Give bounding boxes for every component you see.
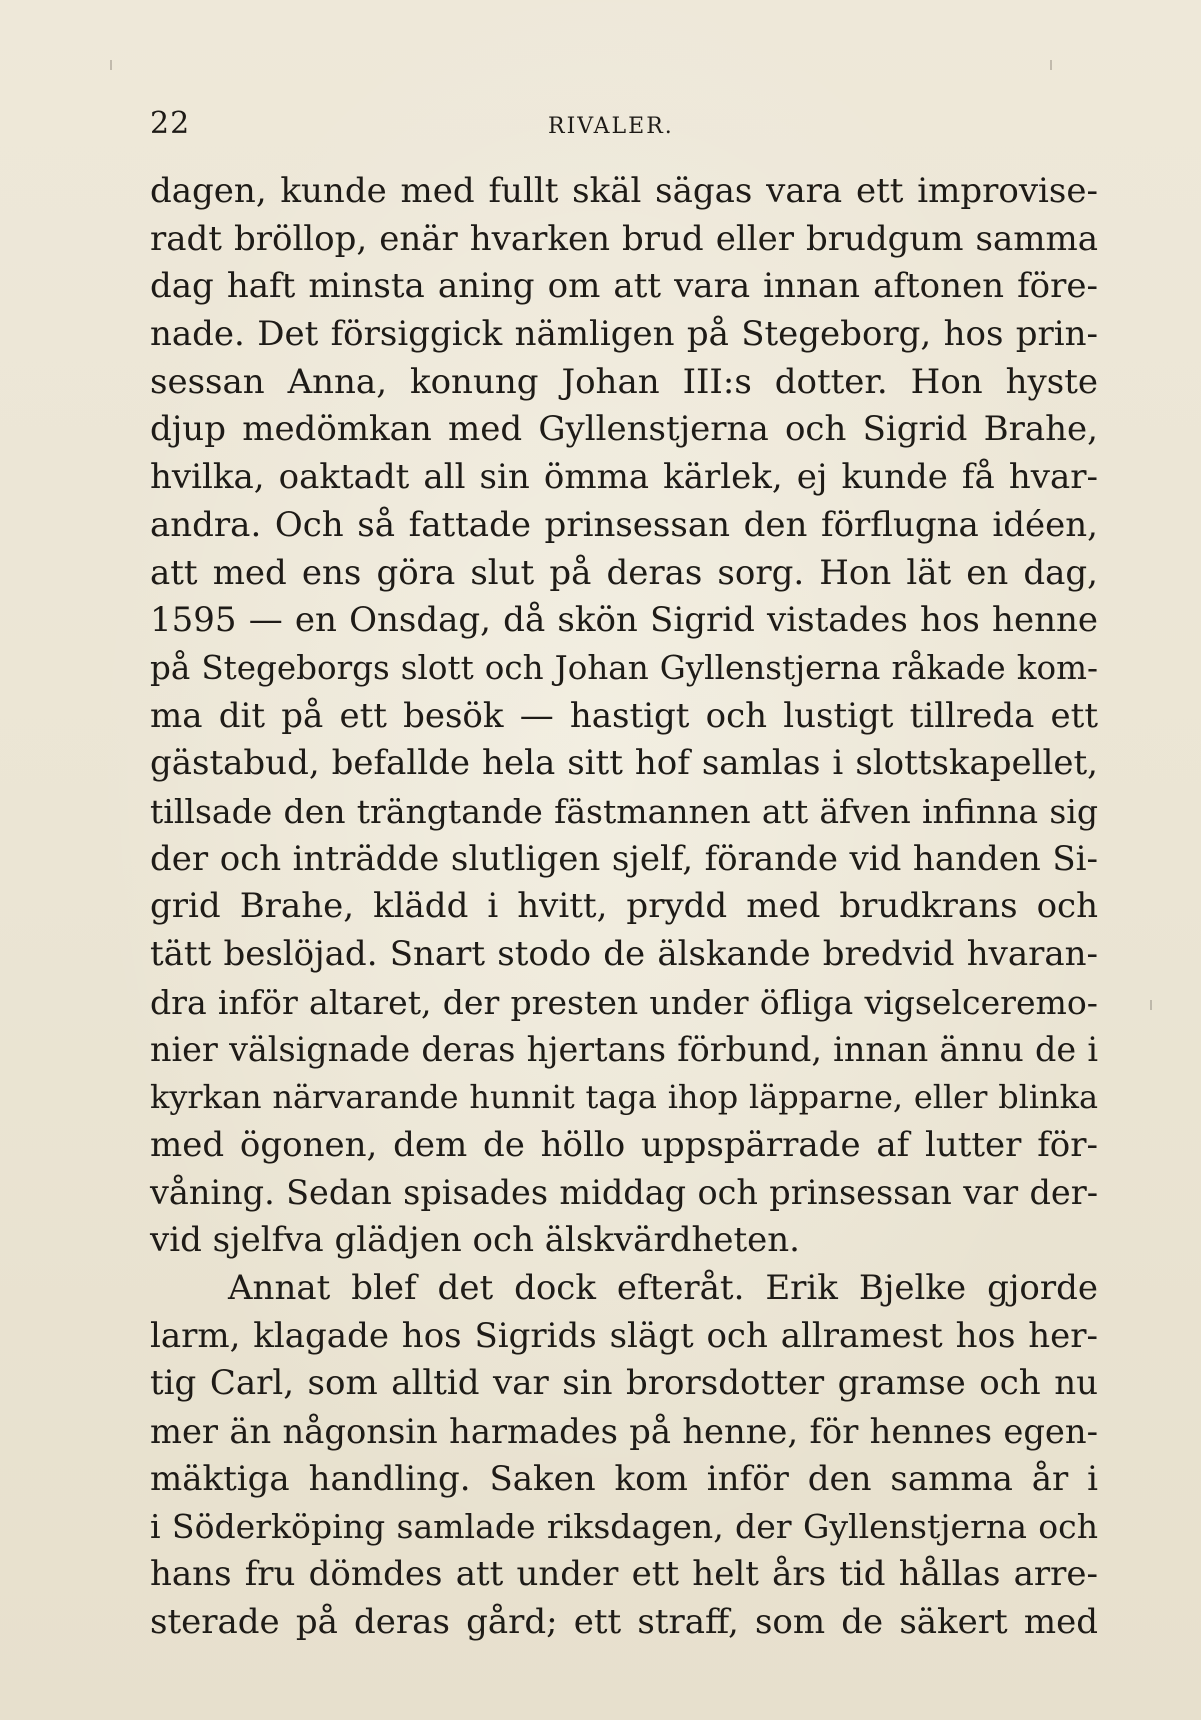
text-line: mer än någonsin harmades på henne, för hennes egen- — [150, 1411, 1098, 1451]
text-line: våning. Sedan spisades middag och prinsessan var der- — [150, 1173, 1098, 1213]
text-line: hvilka, oaktadt all sin ömma kärlek, ej kunde få hvar- — [150, 457, 1098, 498]
text-line: på Stegeborgs slott och Johan Gyllenstjerna råkade kom- — [150, 648, 1098, 687]
text-line: andra. Och så fattade prinsessan den förflugna idéen, — [150, 504, 1098, 545]
text-line: hans fru dömdes att under ett helt års tid hållas arre- — [150, 1553, 1098, 1594]
page-header — [150, 106, 1100, 146]
text-line: nade. Det försiggick nämligen på Stegeborg, hos prin- — [150, 314, 1098, 355]
text-line: gästabud, befallde hela sitt hof samlas i slottskapellet, — [150, 743, 1098, 784]
text-line: dra inför altaret, der presten under öfliga vigselceremo- — [150, 982, 1098, 1022]
text-line: med ögonen, dem de höllo uppspärrade af lutter för- — [150, 1124, 1098, 1165]
paragraph-end-line: vid sjelfva glädjen och älskvärdheten. — [150, 1220, 800, 1261]
paper-speck — [110, 60, 112, 70]
text-line: tig Carl, som alltid var sin brorsdotter gramse och nu — [150, 1363, 1098, 1404]
running-title: RIVALER. — [548, 114, 674, 139]
text-line: att med ens göra slut på deras sorg. Hon lät en dag, — [150, 552, 1098, 593]
paragraph-start-line: Annat blef det dock efteråt. Erik Bjelke gjorde — [228, 1267, 1098, 1308]
text-line: dag haft minsta aning om att vara innan aftonen före- — [150, 266, 1098, 307]
text-line: radt bröllop, enär hvarken brud eller brudgum samma — [150, 218, 1098, 259]
paper-speck — [1150, 1000, 1152, 1010]
text-line: tätt beslöjad. Snart stodo de älskande bredvid hvaran- — [150, 934, 1098, 974]
text-line: ma dit på ett besök — hastigt och lustigt tillreda ett — [150, 695, 1098, 736]
text-line: sessan Anna, konung Johan III:s dotter. Hon hyste — [150, 361, 1098, 402]
text-line: dagen, kunde med fullt skäl sägas vara ett improvise- — [150, 171, 1098, 211]
page-number: 22 — [150, 106, 191, 141]
text-line: sterade på deras gård; ett straff, som de säkert med — [150, 1601, 1098, 1642]
body-text — [150, 168, 1098, 1646]
text-line: i Söderköping samlade riksdagen, der Gyllenstjerna och — [150, 1507, 1098, 1547]
text-line: djup medömkan med Gyllenstjerna och Sigrid Brahe, — [150, 409, 1098, 450]
paper-speck — [1050, 60, 1052, 70]
text-line: tillsade den trängtande fästmannen att äfven infinna sig — [150, 791, 1098, 831]
text-line: larm, klagade hos Sigrids slägt och allramest hos her- — [150, 1315, 1098, 1356]
text-line: kyrkan närvarande hunnit taga ihop läpparne, eller blinka — [150, 1078, 1098, 1117]
text-line: mäktiga handling. Saken kom inför den samma år i — [150, 1458, 1098, 1499]
text-line: nier välsignade deras hjertans förbund, innan ännu de i — [150, 1030, 1098, 1070]
text-line: der och inträdde slutligen sjelf, förande vid handen Si- — [150, 838, 1098, 879]
text-line: grid Brahe, klädd i hvitt, prydd med brudkrans och — [150, 886, 1098, 927]
text-line: 1595 — en Onsdag, då skön Sigrid vistades hos henne — [150, 600, 1098, 641]
